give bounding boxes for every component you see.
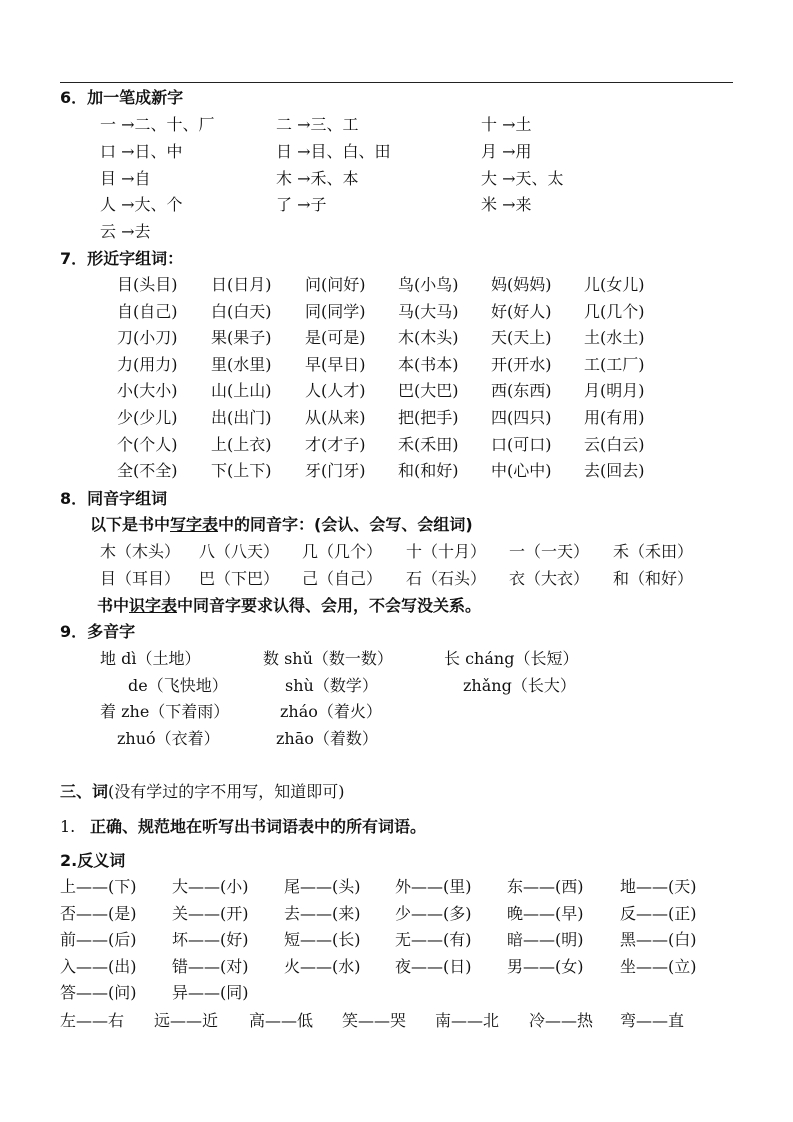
antonym-pair: 坏——(好) xyxy=(172,930,249,949)
similar-char-item: 同(同学) xyxy=(305,302,366,321)
homophone-item: 目（耳目） xyxy=(100,569,181,588)
antonym-pair: 关——(开) xyxy=(172,904,249,923)
note-text: 书中 xyxy=(97,596,130,615)
similar-char-item: 山(上山) xyxy=(211,381,272,400)
homophone-item: 禾（禾田） xyxy=(613,542,694,561)
antonym-pair: 入——(出) xyxy=(60,957,137,976)
antonym-pair: 异——(同) xyxy=(172,983,249,1002)
similar-char-item: 禾(禾田) xyxy=(398,435,459,454)
antonym-pair: 南——北 xyxy=(435,1011,500,1030)
antonym-pair: 错——(对) xyxy=(172,957,249,976)
antonym-pair: 大——(小) xyxy=(172,877,249,896)
antonym-pair: 冷——热 xyxy=(529,1011,594,1030)
similar-char-item: 妈(妈妈) xyxy=(491,275,552,294)
add-stroke-item: 口 →日、中 xyxy=(100,142,183,161)
antonyms-heading: 2.反义词 xyxy=(60,851,126,870)
polyphone-item: 数 shǔ（数一数） xyxy=(263,649,393,668)
antonym-pair: 前——(后) xyxy=(60,930,137,949)
similar-char-item: 巴(大巴) xyxy=(398,381,459,400)
similar-char-item: 鸟(小鸟) xyxy=(398,275,459,294)
antonym-pair: 反——(正) xyxy=(620,904,697,923)
similar-char-item: 白(白天) xyxy=(211,302,272,321)
similar-char-item: 本(书本) xyxy=(398,355,459,374)
add-stroke-item: 目 →自 xyxy=(100,169,151,188)
antonym-pair: 尾——(头) xyxy=(284,877,361,896)
antonym-pair: 远——近 xyxy=(154,1011,219,1030)
antonym-pair: 左——右 xyxy=(60,1011,125,1030)
similar-char-item: 月(明月) xyxy=(584,381,645,400)
part-3-heading xyxy=(60,782,345,802)
similar-char-item: 工(工厂) xyxy=(584,355,645,374)
similar-char-item: 天(天上) xyxy=(491,328,552,347)
similar-char-item: 刀(小刀) xyxy=(117,328,178,347)
similar-char-item: 儿(女儿) xyxy=(584,275,645,294)
similar-char-item: 人(人才) xyxy=(305,381,366,400)
section-9-heading: 9．多音字 xyxy=(60,622,136,641)
antonym-pair: 晚——(早) xyxy=(507,904,584,923)
antonym-pair: 地——(天) xyxy=(620,877,697,896)
part-3-note: (没有学过的字不用写，知道即可) xyxy=(108,782,345,801)
homophone-item: 和（和好） xyxy=(613,569,694,588)
add-stroke-item: 月 →用 xyxy=(481,142,532,161)
antonym-pair: 笑——哭 xyxy=(342,1011,407,1030)
add-stroke-item: 云 →去 xyxy=(100,222,151,241)
note-text: 中的同音字：(会认、会写、会组词) xyxy=(218,515,473,534)
similar-char-item: 去(回去) xyxy=(584,461,645,480)
homophone-item: 衣（大衣） xyxy=(509,569,590,588)
homophone-item: 十（十月） xyxy=(406,542,487,561)
antonym-pair: 去——(来) xyxy=(284,904,361,923)
similar-char-item: 把(把手) xyxy=(398,408,459,427)
homophone-item: 巴（下巴） xyxy=(199,569,280,588)
antonym-pair: 男——(女) xyxy=(507,957,584,976)
note-underlined-text: 识字表 xyxy=(129,596,178,615)
similar-char-item: 个(个人) xyxy=(117,435,178,454)
similar-char-item: 果(果子) xyxy=(211,328,272,347)
add-stroke-item: 木 →禾、本 xyxy=(276,169,359,188)
antonym-pair: 坐——(立) xyxy=(620,957,697,976)
polyphone-item: zháo（着火） xyxy=(280,702,382,721)
section-8-note-1 xyxy=(90,515,473,535)
part-3-title: 三、词 xyxy=(60,782,109,801)
polyphone-item: 地 dì（土地） xyxy=(100,649,201,668)
similar-char-item: 西(东西) xyxy=(491,381,552,400)
antonym-pair: 短——(长) xyxy=(284,930,361,949)
similar-char-item: 口(可口) xyxy=(491,435,552,454)
section-8-heading: 8．同音字组词 xyxy=(60,489,168,508)
polyphone-item: 着 zhe（下着雨） xyxy=(100,702,230,721)
similar-char-item: 小(大小) xyxy=(117,381,178,400)
antonym-pair: 答——(问) xyxy=(60,983,137,1002)
similar-char-item: 自(自己) xyxy=(117,302,178,321)
similar-char-item: 出(出门) xyxy=(211,408,272,427)
similar-char-item: 少(少儿) xyxy=(117,408,178,427)
similar-char-item: 里(水里) xyxy=(211,355,272,374)
antonym-pair: 否——(是) xyxy=(60,904,137,923)
antonym-pair: 黑——(白) xyxy=(620,930,697,949)
top-rule xyxy=(60,82,733,83)
similar-char-item: 早(早日) xyxy=(305,355,366,374)
antonym-pair: 夜——(日) xyxy=(395,957,472,976)
section-8-note-2 xyxy=(97,596,481,616)
polyphone-item: zhuó（衣着） xyxy=(117,729,220,748)
similar-char-item: 力(用力) xyxy=(117,355,178,374)
similar-char-item: 开(开水) xyxy=(491,355,552,374)
add-stroke-item: 二 →三、工 xyxy=(276,115,359,134)
similar-char-item: 上(上衣) xyxy=(211,435,272,454)
similar-char-item: 问(问好) xyxy=(305,275,366,294)
part-3-item-1-text: 正确、规范地在听写出书词语表中的所有词语。 xyxy=(90,817,427,836)
antonym-pair: 无——(有) xyxy=(395,930,472,949)
similar-char-item: 是(可是) xyxy=(305,328,366,347)
homophone-item: 一（一天） xyxy=(509,542,590,561)
add-stroke-item: 大 →天、太 xyxy=(481,169,564,188)
add-stroke-item: 人 →大、个 xyxy=(100,195,183,214)
similar-char-item: 马(大马) xyxy=(398,302,459,321)
antonym-pair: 火——(水) xyxy=(284,957,361,976)
note-text: 中同音字要求认得、会用，不会写没关系。 xyxy=(177,596,482,615)
polyphone-item: zhāo（着数） xyxy=(276,729,378,748)
similar-char-item: 才(才子) xyxy=(305,435,366,454)
note-text: 以下是书中 xyxy=(90,515,171,534)
similar-char-item: 云(白云) xyxy=(584,435,645,454)
similar-char-item: 下(上下) xyxy=(211,461,272,480)
antonym-pair: 弯——直 xyxy=(620,1011,685,1030)
antonym-pair: 少——(多) xyxy=(395,904,472,923)
add-stroke-item: 日 →目、白、田 xyxy=(276,142,391,161)
similar-char-item: 土(水土) xyxy=(584,328,645,347)
homophone-item: 己（自己） xyxy=(302,569,383,588)
antonym-pair: 上——(下) xyxy=(60,877,137,896)
add-stroke-item: 十 →土 xyxy=(481,115,532,134)
polyphone-item: zhǎng（长大） xyxy=(463,676,576,695)
section-7-heading: 7．形近字组词： xyxy=(60,249,184,268)
similar-char-item: 中(心中) xyxy=(491,461,552,480)
homophone-item: 几（几个） xyxy=(302,542,383,561)
antonym-pair: 东——(西) xyxy=(507,877,584,896)
part-3-item-1-number: 1. xyxy=(60,817,76,836)
antonym-pair: 高——低 xyxy=(249,1011,314,1030)
similar-char-item: 四(四只) xyxy=(491,408,552,427)
antonym-pair: 暗——(明) xyxy=(507,930,584,949)
add-stroke-item: 米 →来 xyxy=(481,195,532,214)
antonym-pair: 外——(里) xyxy=(395,877,472,896)
note-underlined-text: 写字表 xyxy=(170,515,219,534)
similar-char-item: 好(好人) xyxy=(491,302,552,321)
similar-char-item: 牙(门牙) xyxy=(305,461,366,480)
homophone-item: 石（石头） xyxy=(406,569,487,588)
similar-char-item: 用(有用) xyxy=(584,408,645,427)
similar-char-item: 全(不全) xyxy=(117,461,178,480)
add-stroke-item: 一 →二、十、厂 xyxy=(100,115,215,134)
polyphone-item: de（飞快地） xyxy=(128,676,228,695)
section-6-heading: 6．加一笔成新字 xyxy=(60,88,184,107)
polyphone-item: 长 cháng（长短） xyxy=(444,649,579,668)
similar-char-item: 日(日月) xyxy=(211,275,272,294)
similar-char-item: 目(头目) xyxy=(117,275,178,294)
add-stroke-item: 了 →子 xyxy=(276,195,327,214)
homophone-item: 木（木头） xyxy=(100,542,181,561)
polyphone-item: shù（数学） xyxy=(285,676,378,695)
similar-char-item: 木(木头) xyxy=(398,328,459,347)
similar-char-item: 和(和好) xyxy=(398,461,459,480)
similar-char-item: 从(从来) xyxy=(305,408,366,427)
homophone-item: 八（八天） xyxy=(199,542,280,561)
similar-char-item: 几(几个) xyxy=(584,302,645,321)
